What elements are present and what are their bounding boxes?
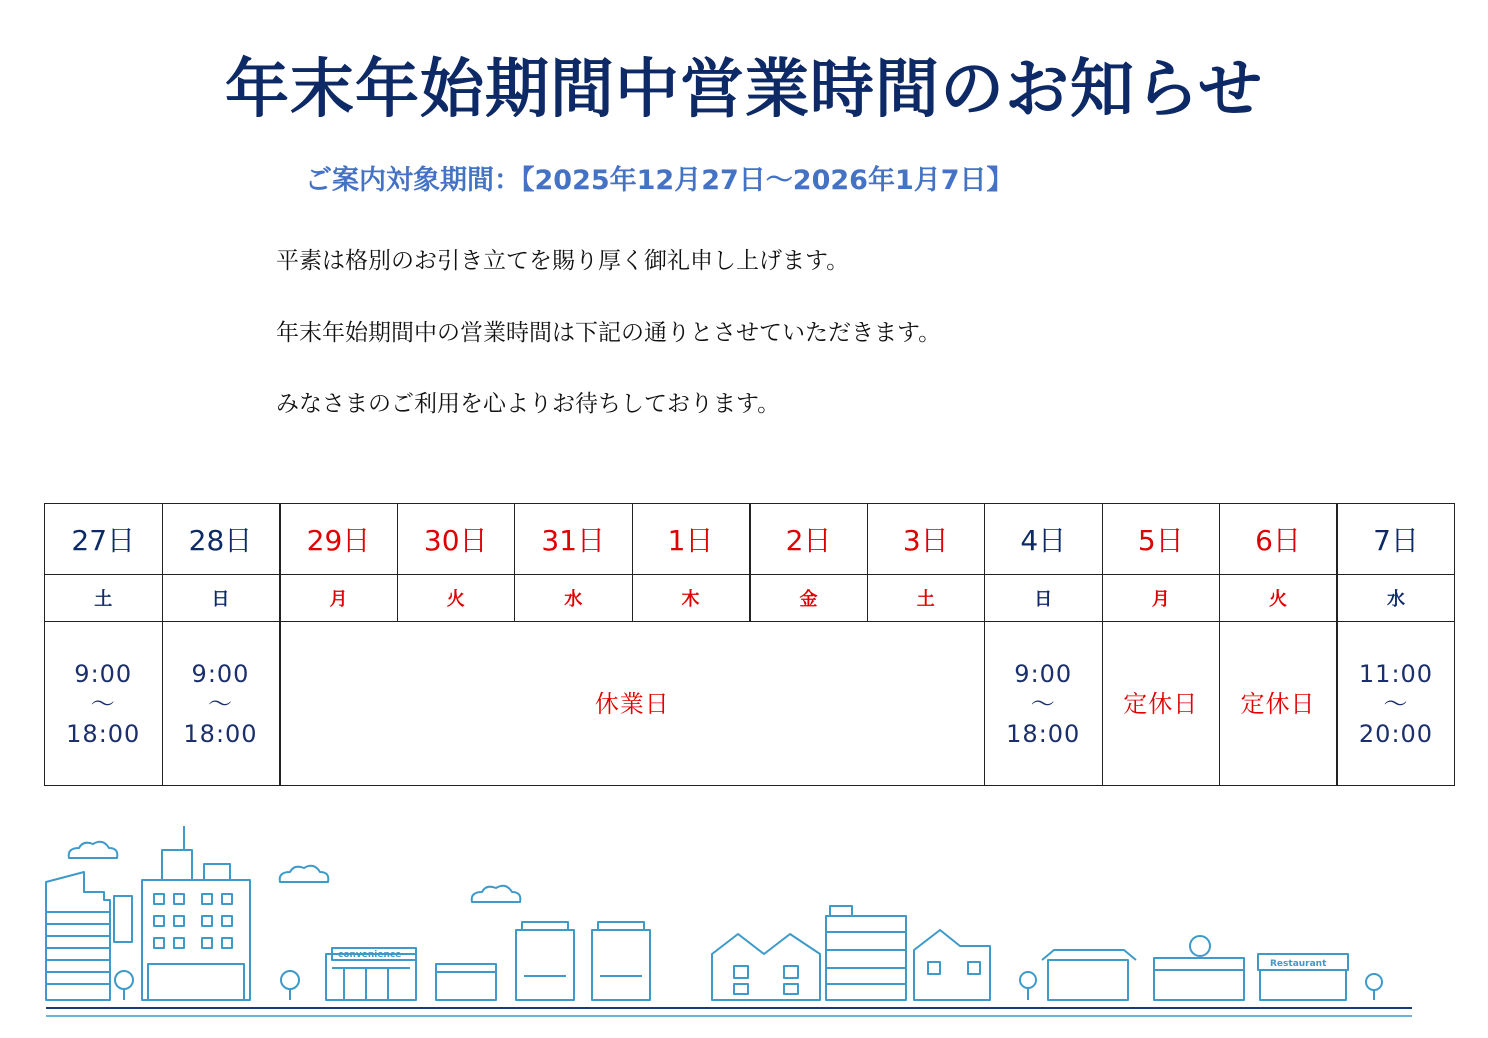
date-cell: 5日 [1102, 504, 1220, 575]
cloud-icon [280, 866, 329, 882]
weekday-cell: 水 [515, 575, 633, 622]
weekday-cell: 日 [162, 575, 280, 622]
date-cell: 29日 [280, 504, 398, 575]
weekday-cell: 木 [632, 575, 750, 622]
tree-icon [1020, 972, 1036, 988]
date-cell: 3日 [867, 504, 985, 575]
tree-icon [281, 971, 299, 989]
time-separator: ～ [208, 689, 233, 718]
house-icon [712, 934, 820, 1000]
hours-cell-4 [985, 622, 1103, 786]
time-separator: ～ [90, 689, 116, 718]
weekday-cell: 火 [397, 575, 515, 622]
time-separator: ～ [1030, 689, 1056, 718]
house-icon [914, 930, 990, 1000]
business-hours-table [44, 503, 1455, 786]
date-cell: 28日 [162, 504, 280, 575]
weekday-cell: 土 [45, 575, 163, 622]
date-cell: 27日 [45, 504, 163, 575]
weekday-cell: 火 [1220, 575, 1338, 622]
tower-building-icon [142, 880, 250, 1000]
date-cell: 6日 [1220, 504, 1338, 575]
date-cell: 1日 [632, 504, 750, 575]
greeting-line-2: 年末年始期間中の営業時間は下記の通りとさせていただきます。 [276, 320, 942, 346]
open-time: 9:00 [1014, 659, 1073, 688]
greeting-line-1: 平素は格別のお引き立てを賜り厚く御礼申し上げます。 [276, 248, 850, 274]
cloud-icon [472, 886, 521, 902]
hours-cell-27 [45, 622, 163, 786]
date-cell: 30日 [397, 504, 515, 575]
dates-row [45, 504, 1455, 575]
weekday-cell: 月 [1102, 575, 1220, 622]
weekday-cell: 月 [280, 575, 398, 622]
weekdays-row [45, 575, 1455, 622]
date-cell: 4日 [985, 504, 1103, 575]
close-time: 18:00 [66, 719, 141, 748]
open-time: 9:00 [191, 659, 250, 688]
target-period: ご案内対象期間：【2025年12月27日～2026年1月7日】 [305, 165, 1014, 196]
weekday-cell: 金 [750, 575, 868, 622]
greeting-line-3: みなさまのご利用を心よりお待ちしております。 [276, 391, 781, 417]
weekday-cell: 日 [985, 575, 1103, 622]
time-separator: ～ [1383, 689, 1409, 718]
hours-row [45, 622, 1455, 786]
open-time: 11:00 [1358, 659, 1434, 688]
page-title: 年末年始期間中営業時間のお知らせ [224, 53, 1264, 127]
hours-cell-28 [162, 622, 280, 786]
date-cell: 7日 [1337, 504, 1455, 575]
regular-holiday-cell-5: 定休日 [1102, 622, 1220, 786]
tree-icon [115, 971, 133, 989]
convenience-sign: convenience [338, 950, 402, 960]
townscape-illustration [44, 820, 1424, 1030]
date-cell: 31日 [515, 504, 633, 575]
tree-icon [1366, 974, 1382, 990]
open-time: 9:00 [74, 659, 133, 688]
shop-icon [516, 930, 574, 1000]
restaurant-sign: Restaurant [1270, 959, 1327, 969]
regular-holiday-cell-6: 定休日 [1220, 622, 1338, 786]
close-time: 18:00 [1006, 719, 1081, 748]
holiday-cell: 休業日 [280, 622, 985, 786]
shop-icon [1048, 960, 1128, 1000]
weekday-cell: 土 [867, 575, 985, 622]
hours-cell-7 [1337, 622, 1455, 786]
cloud-icon [69, 842, 118, 858]
close-time: 20:00 [1358, 719, 1434, 748]
weekday-cell: 水 [1337, 575, 1455, 622]
restaurant-icon [1260, 970, 1346, 1000]
close-time: 18:00 [183, 719, 258, 748]
date-cell: 2日 [750, 504, 868, 575]
apartment-building-icon [826, 916, 906, 1000]
